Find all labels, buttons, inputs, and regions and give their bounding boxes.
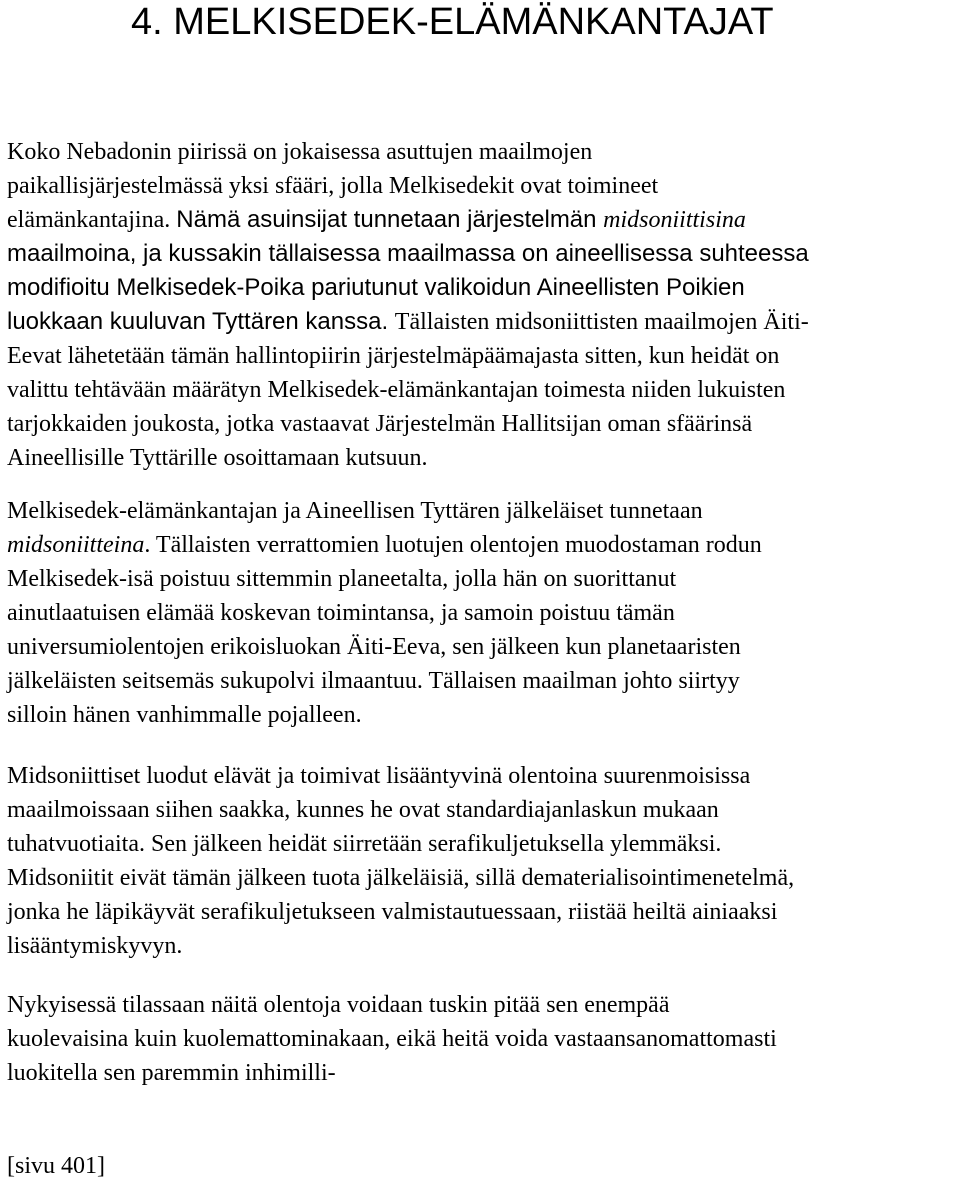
text-line [7, 1056, 777, 1090]
text-run: valittu tehtävään määrätyn Melkisedek-elämänkantajan toimesta niiden lukuisten [7, 377, 786, 403]
text-line [7, 988, 777, 1022]
text-line [7, 630, 762, 664]
paragraph-1 [7, 135, 809, 475]
emphasis-text: midsoniittisina [603, 207, 746, 233]
text-line [7, 793, 794, 827]
text-run: tarjokkaiden joukosta, jotka vastaavat Järjestelmän Hallitsijan oman sfäärinsä [7, 411, 753, 437]
text-run: jälkeläisten seitsemäs sukupolvi ilmaantuu. Tällaisen maailman johto siirtyy [7, 668, 740, 694]
text-line [7, 441, 809, 475]
text-run: kuolevaisina kuin kuolemattominakaan, eikä heitä voida vastaansanomattomasti [7, 1026, 777, 1052]
text-line [7, 895, 794, 929]
text-line [7, 271, 809, 305]
paragraph-4 [7, 988, 777, 1090]
text-line [7, 664, 762, 698]
text-line [7, 759, 794, 793]
text-run: Midsoniitit eivät tämän jälkeen tuota jälkeläisiä, sillä dematerialisointimenetelmä, [7, 865, 795, 891]
text-run: Nykyisessä tilassaan näitä olentoja voidaan tuskin pitää sen enempää [7, 992, 670, 1018]
text-run: maailmoissaan siihen saakka, kunnes he ovat standardiajanlaskun mukaan [7, 797, 719, 823]
text-run: luokkaan kuuluvan Tyttären kanssa. [7, 308, 395, 335]
text-line [7, 203, 809, 237]
text-line [7, 596, 762, 630]
text-line [7, 407, 809, 441]
text-line [7, 135, 809, 169]
text-run: lisääntymiskyvyn. [7, 933, 183, 959]
text-run: paikallisjärjestelmässä yksi sfääri, jolla Melkisedekit ovat toimineet [7, 173, 659, 199]
text-run: Eevat lähetetään tämän hallintopiirin järjestelmäpäämajasta sitten, kun heidät on [7, 343, 780, 369]
text-run: Aineellisille Tyttärille osoittamaan kutsuun. [7, 445, 428, 471]
text-line [7, 339, 809, 373]
page-title: 4. MELKISEDEK-ELÄMÄNKANTAJAT [131, 1, 774, 43]
text-line [7, 698, 762, 732]
text-run: luokitella sen paremmin inhimilli- [7, 1060, 336, 1086]
text-run: silloin hänen vanhimmalle pojalleen. [7, 702, 362, 728]
text-run: elämänkantajina. [7, 207, 177, 233]
text-run: Melkisedek-isä poistuu sittemmin planeetalta, jolla hän on suorittanut [7, 566, 677, 592]
page-number: [sivu 401] [7, 1153, 105, 1179]
text-run: ainutlaatuisen elämää koskevan toimintansa, ja samoin poistuu tämän [7, 600, 675, 626]
text-run: Melkisedek-elämänkantajan ja Aineellisen Tyttären jälkeläiset tunnetaan [7, 498, 703, 524]
text-line [7, 1022, 777, 1056]
text-run: . Tällaisten verrattomien luotujen olentojen muodostaman rodun [144, 532, 762, 558]
text-line [7, 169, 809, 203]
text-line [7, 929, 794, 963]
text-line [7, 373, 809, 407]
text-run: tuhatvuotiaita. Sen jälkeen heidät siirretään serafikuljetuksella ylemmäksi. [7, 831, 722, 857]
text-run: universumiolentojen erikoisluokan Äiti-Eeva, sen jälkeen kun planetaaristen [7, 634, 741, 660]
text-line [7, 237, 809, 271]
text-run: Midsoniittiset luodut elävät ja toimivat lisääntyvinä olentoina suurenmoisissa [7, 763, 751, 789]
paragraph-2 [7, 494, 762, 732]
text-run: maailmoina, ja kussakin tällaisessa maailmassa on aineellisessa suhteessa [7, 240, 809, 267]
text-run: Tällaisten midsoniittisten maailmojen Äiti- [394, 309, 809, 335]
text-line [7, 562, 762, 596]
paragraph-3 [7, 759, 794, 963]
emphasis-text: midsoniitteina [7, 532, 145, 558]
text-line [7, 305, 809, 339]
text-run: jonka he läpikäyvät serafikuljetukseen valmistautuessaan, riistää heiltä ainiaaksi [7, 899, 778, 925]
text-run: modifioitu Melkisedek-Poika pariutunut valikoidun Aineellisten Poikien [7, 274, 745, 301]
text-line [7, 528, 762, 562]
text-line [7, 861, 794, 895]
text-line [7, 494, 762, 528]
text-run: Nämä asuinsijat tunnetaan järjestelmän [176, 206, 604, 233]
text-line [7, 827, 794, 861]
text-run: Koko Nebadonin piirissä on jokaisessa asuttujen maailmojen [7, 139, 593, 165]
